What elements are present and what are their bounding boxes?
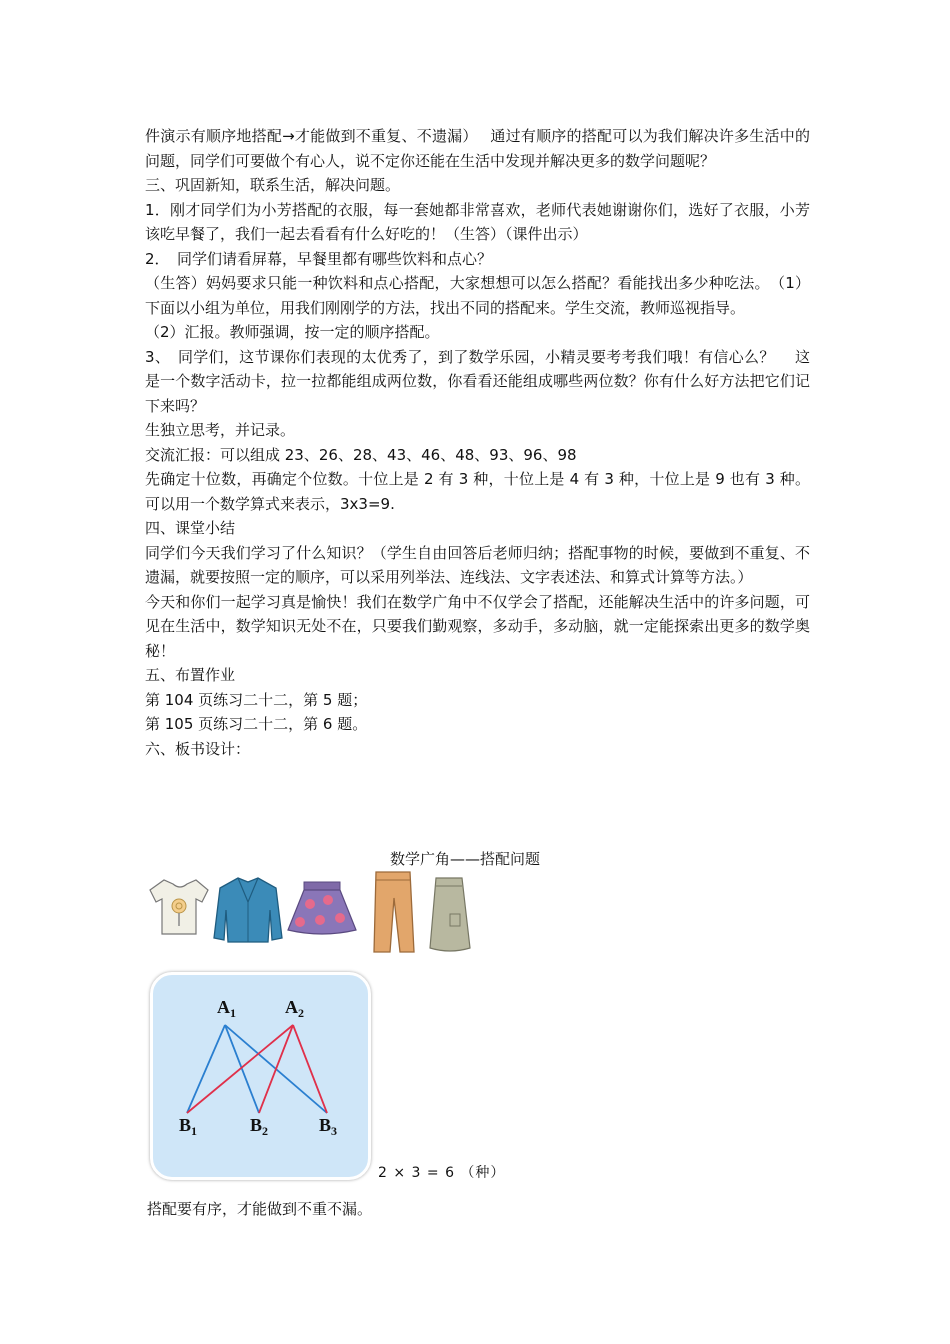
paragraph: 同学们今天我们学习了什么知识？（学生自由回答后老师归纳；搭配事物的时候，要做到不重复、不遗漏，就要按照一定的顺序，可以采用列举法、连线法、文字表述法、和算式计算等方法。）	[145, 543, 810, 586]
jacket-icon	[214, 878, 282, 942]
node-b2: $B_2$	[250, 1115, 269, 1138]
section-heading: 四、课堂小结	[145, 519, 236, 537]
paragraph: 今天和你们一起学习真是愉快！我们在数学广角中不仅学会了搭配，还能解决生活中的许多问题，可见在生活中，数学知识无处不在，只要我们勤观察，多动手，多动脑，就一定能探索出更多的数学奥秘！	[145, 592, 810, 660]
pairing-lines	[153, 975, 368, 1177]
paragraph: 件演示有顺序地搭配→才能做到不重复、不遗漏） 通过有顺序的搭配可以为我们解决许多生活中的问题，同学们可要做个有心人，说不定你还能在生活中发现并解决更多的数学问题呢？	[145, 127, 810, 170]
section-heading: 五、布置作业	[145, 666, 236, 684]
tshirt-icon	[150, 880, 208, 934]
lesson-text	[145, 124, 810, 761]
pairing-diagram	[150, 972, 371, 1180]
clothing-illustrations	[140, 868, 485, 958]
paragraph: 第 105 页练习二十二，第 6 题。	[145, 715, 368, 733]
node-b3: $B_3$	[319, 1115, 338, 1138]
node-a1: $A_1$	[217, 997, 236, 1020]
node-b1: $B_1$	[179, 1115, 198, 1138]
skirt-icon	[288, 882, 356, 934]
section-heading: 六、板书设计：	[145, 739, 251, 758]
node-a2: $A_2$	[285, 997, 304, 1020]
paragraph: 生独立思考，并记录。	[145, 421, 296, 439]
line-a2-b3	[293, 1025, 327, 1113]
paragraph: 第 104 页练习二十二，第 5 题；	[145, 690, 368, 709]
paragraph: 交流汇报：可以组成 23、26、28、43、46、48、93、96、98	[145, 445, 577, 464]
line-a1-b1	[187, 1025, 225, 1113]
combination-formula: 2 × 3 = 6 （种）	[378, 1165, 506, 1181]
gray-skirt-icon	[430, 878, 470, 951]
paragraph: 1．刚才同学们为小芳搭配的衣服，每一套她都非常喜欢，老师代表她谢谢你们，选好了衣服，小芳该吃早餐了，我们一起去看看有什么好吃的！（生答）（课件出示）	[145, 200, 810, 243]
conclusion-text: 搭配要有序，才能做到不重不漏。	[147, 1200, 373, 1218]
pants-icon	[374, 872, 414, 952]
line-a1-b2	[225, 1025, 259, 1113]
section-heading: 三、巩固新知，联系生活，解决问题。	[145, 176, 401, 194]
board-title: 数学广角——搭配问题	[390, 850, 541, 868]
paragraph: （生答）妈妈要求只能一种饮料和点心搭配，大家想想可以怎么搭配？看能找出多少种吃法。 （1）下面以小组为单位，用我们刚刚学的方法，找出不同的搭配来。学生交流，教师巡视指导。	[145, 274, 810, 317]
paragraph: （2）汇报。教师强调，按一定的顺序搭配。	[145, 323, 440, 341]
paragraph: 3、 同学们，这节课你们表现的太优秀了，到了数学乐园，小精灵要考考我们哦！有信心么？ 这是一个数字活动卡，拉一拉都能组成两位数，你看看还能组成哪些两位数？你有什么好方法把它们记下来吗？	[145, 347, 810, 415]
paragraph: 2． 同学们请看屏幕，早餐里都有哪些饮料和点心？	[145, 249, 493, 268]
paragraph: 先确定十位数，再确定个位数。十位上是 2 有 3 种，十位上是 4 有 3 种，十位上是 9 也有 3 种。可以用一个数学算式来表示，3x3=9.	[145, 470, 810, 513]
